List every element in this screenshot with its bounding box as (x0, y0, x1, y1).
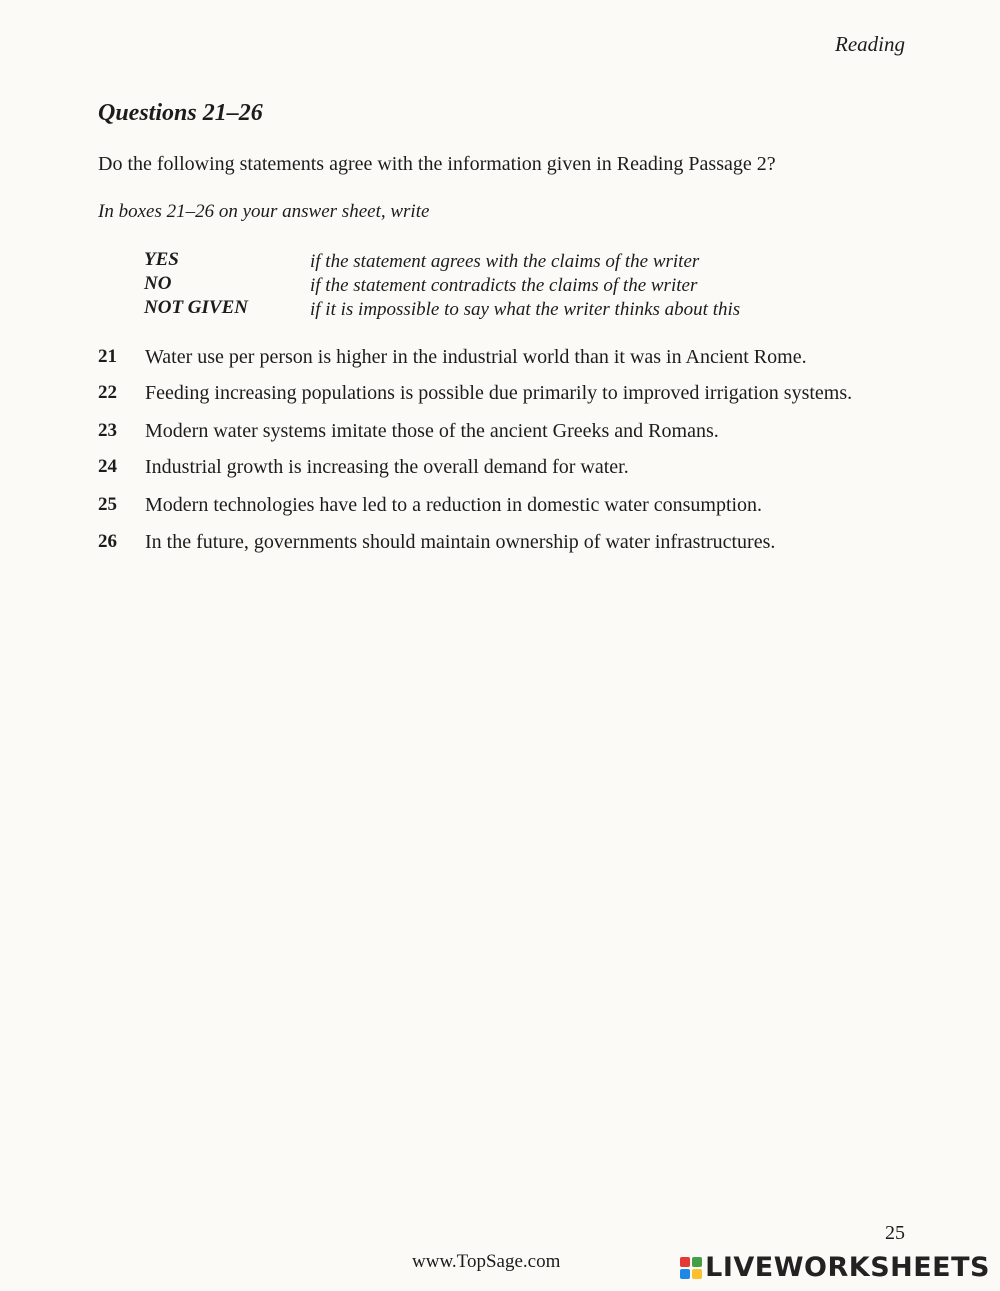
statement-item (0, 382, 1000, 410)
statement-text: In the future, governments should maintain ownership of water infrastructures. (145, 531, 776, 553)
answer-key-definition: if it is impossible to say what the writer thinks about this (310, 299, 741, 320)
answer-key-term: YES (144, 249, 179, 270)
statement-item (0, 494, 1000, 522)
page-number: 25 (885, 1222, 905, 1244)
answer-key-definition: if the statement contradicts the claims of the writer (310, 275, 698, 296)
section-label: Reading (835, 32, 905, 56)
statement-number: 26 (98, 531, 117, 552)
logo-cell (680, 1257, 690, 1267)
questions-heading: Questions 21–26 (98, 100, 263, 126)
statement-text: Industrial growth is increasing the overall demand for water. (145, 456, 629, 478)
logo-cell (680, 1269, 690, 1279)
logo-cell (692, 1257, 702, 1267)
statement-item (0, 420, 1000, 448)
statement-number: 24 (98, 456, 117, 477)
answer-key-row (0, 249, 1000, 273)
liveworksheets-logo-icon (680, 1257, 702, 1279)
statement-number: 25 (98, 494, 117, 515)
statement-number: 21 (98, 346, 117, 367)
statement-text: Feeding increasing populations is possible due primarily to improved irrigation systems. (145, 382, 853, 404)
answer-key-definition: if the statement agrees with the claims of the writer (310, 251, 700, 272)
statement-item (0, 346, 1000, 374)
logo-cell (692, 1269, 702, 1279)
footer-url: www.TopSage.com (412, 1251, 561, 1272)
answer-key-term: NO (144, 273, 172, 294)
answer-key-row (0, 273, 1000, 297)
statement-item (0, 456, 1000, 484)
statement-item (0, 531, 1000, 559)
answer-key-row (0, 297, 1000, 321)
statement-text: Modern water systems imitate those of the ancient Greeks and Romans. (145, 420, 719, 442)
instruction-text: Do the following statements agree with the information given in Reading Passage 2? (98, 153, 776, 175)
answer-instruction: In boxes 21–26 on your answer sheet, write (98, 201, 430, 222)
answer-key-term: NOT GIVEN (144, 297, 248, 318)
brand-name: LIVEWORKSHEETS (705, 1252, 990, 1283)
statement-text: Water use per person is higher in the industrial world than it was in Ancient Rome. (145, 346, 807, 368)
statement-number: 22 (98, 382, 117, 403)
statement-text: Modern technologies have led to a reduction in domestic water consumption. (145, 494, 763, 516)
liveworksheets-brand (680, 1252, 990, 1283)
statement-number: 23 (98, 420, 117, 441)
